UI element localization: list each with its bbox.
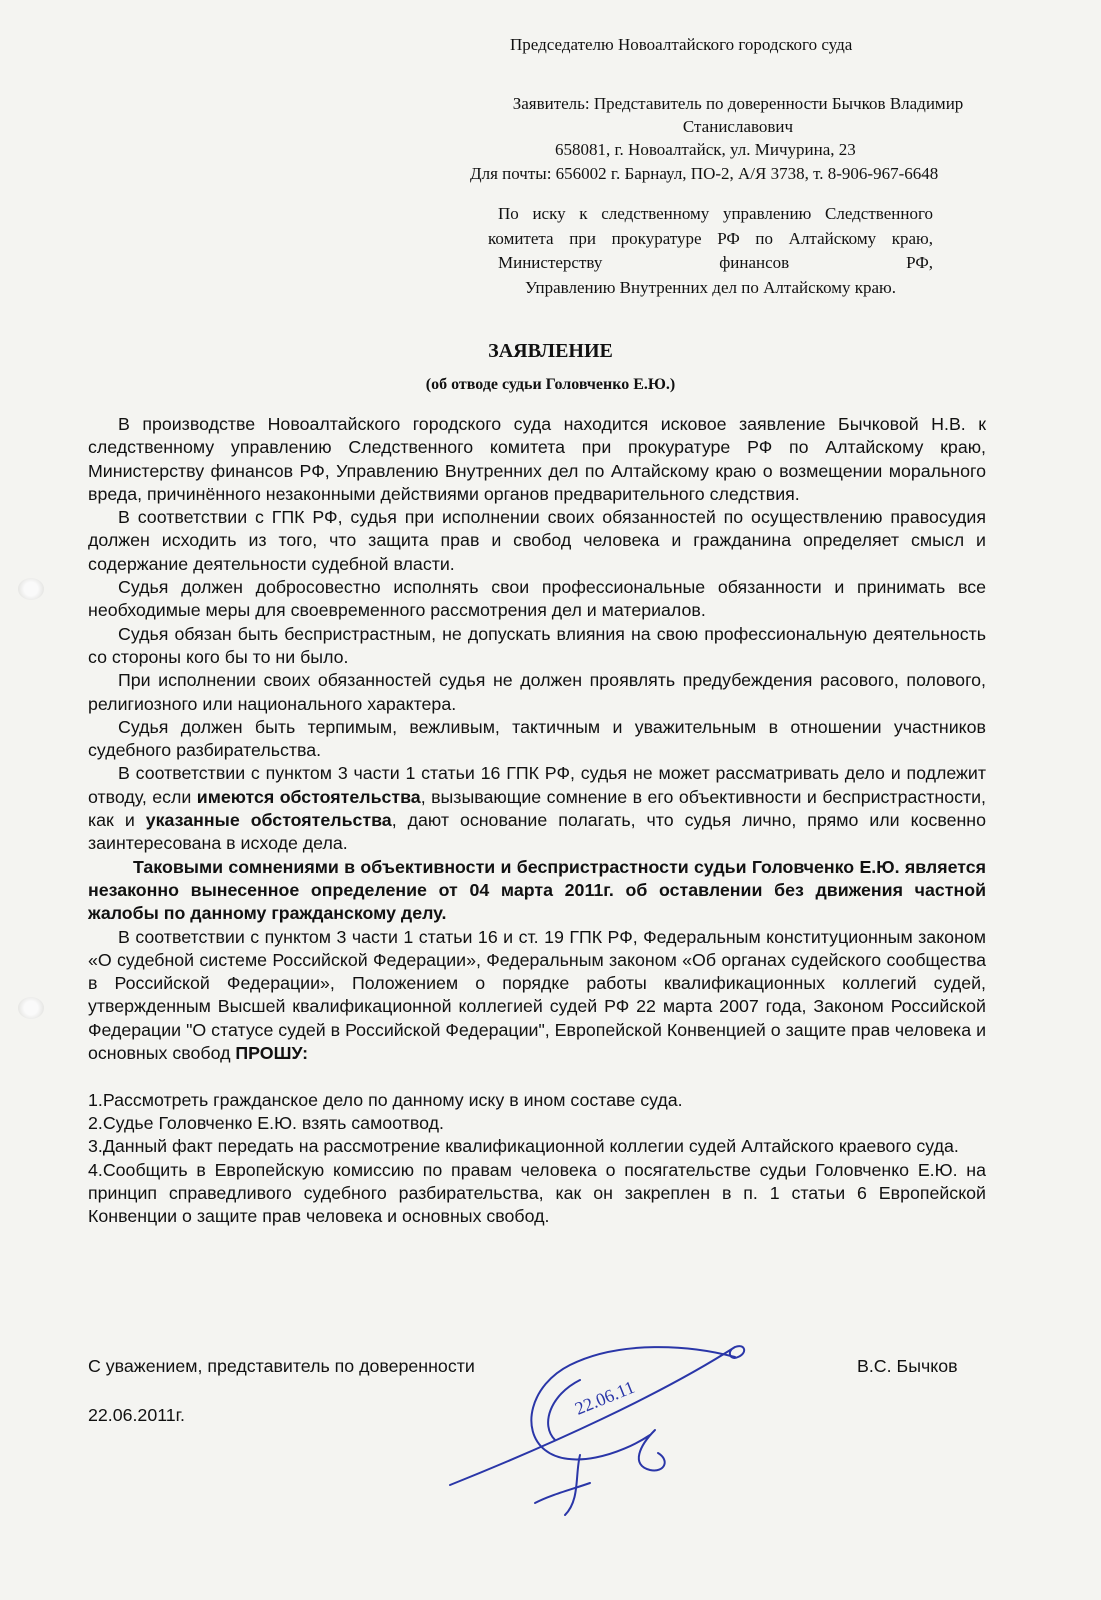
text-run: В соответствии с пунктом 3 части 1 статьи 16 и ст. 19 ГПК РФ, Федеральным конституционным законом «О судебной системе Российской Федерации», Федеральным законом «Об органах судейского сообщества в Российской Федерации», Положением о порядке работы квалификационных коллегий судей, утвержденным Высшей квалификационной коллегией судей РФ 22 марта 2007 года, Законом Российской Федерации "О статусе судей в Российской Федерации", Европейской Конвенцией о защите прав человека и основных свобод	[88, 926, 986, 1064]
signer-name: В.С. Бычков	[857, 1356, 958, 1376]
closing: С уважением, представитель по доверенности	[88, 1356, 475, 1376]
bold-text-run: Таковыми сомнениями в объективности и беспристрастности судьи Головченко Е.Ю. является незаконно вынесенное определение от 04 марта 2011г. об оставлении без движения частной жалобы по данному гражданскому делу.	[88, 856, 986, 924]
list-item: 3.Данный факт передать на рассмотрение квалификационной коллегии судей Алтайского краевого суда.	[88, 1136, 959, 1157]
text-run: , вызывающие сомнение в его объективности и беспристрастности, как и	[88, 786, 986, 831]
bold-text-run: указанные обстоятельства	[145, 810, 392, 831]
paragraph	[88, 762, 986, 855]
paragraph: Судья должен быть терпимым, вежливым, тактичным и уважительным в отношении участников судебного разбирательства.	[88, 716, 986, 761]
document-title: ЗАЯВЛЕНИЕ	[488, 340, 613, 362]
paragraph: Судья обязан быть беспристрастным, не допускать влияния на свою профессиональную деятельность со стороны кого бы то ни было.	[88, 623, 986, 667]
suit-defendants	[488, 202, 933, 300]
paragraph: В соответствии с ГПК РФ, судья при исполнении своих обязанностей по осуществлению правосудия должен исходить из того, что защита прав и свобод человека и гражданина определяет смысл и содержание деятельности судебной власти.	[88, 507, 986, 574]
punch-hole	[18, 997, 44, 1019]
request-list	[88, 1089, 986, 1229]
text-run: В соответствии с пунктом 3 части 1 статьи 16 ГПК РФ, судья не может рассматривать дело и подлежит отводу, если	[88, 763, 986, 807]
applicant: Заявитель: Представитель по доверенности Бычков Владимир Станиславович	[512, 94, 964, 136]
bold-text-run: имеются обстоятельства	[196, 786, 421, 807]
applicant-address: 658081, г. Новоалтайск, ул. Мичурина, 23	[555, 140, 856, 159]
suit-line: Управлению Внутренних дел по Алтайскому краю.	[524, 277, 897, 297]
document-body	[88, 413, 986, 1228]
suit-line: комитета при прокуратуре РФ по Алтайскому краю,	[488, 228, 933, 248]
suit-line: По иску к следственному управлению Следственного	[498, 204, 933, 223]
handwritten-signature	[430, 1335, 770, 1535]
list-item: 4.Сообщить в Европейскую комиссию по правам человека о посягательстве судьи Головченко Е.Ю. на принцип справедливого судебного разбирательства, как он закреплен в п. 1 статьи 6 Европейской Конвенции о защите прав человека и основных свобод.	[88, 1159, 986, 1227]
document-date: 22.06.2011г.	[88, 1405, 185, 1425]
list-item: 1.Рассмотреть гражданское дело по данному иску в ином составе суда.	[88, 1089, 683, 1110]
paragraph: При исполнении своих обязанностей судья не должен проявлять предубеждения расового, полового, религиозного или национального характера.	[88, 670, 986, 714]
punch-hole	[18, 578, 44, 600]
paragraph	[88, 926, 986, 1066]
paragraph-bold	[88, 856, 986, 926]
text-run: , дают основание полагать, что судья лично, прямо или косвенно заинтересована в исходе дела.	[88, 810, 986, 854]
signature-date: 22.06.11	[572, 1376, 638, 1419]
postal-address: Для почты: 656002 г. Барнаул, ПО-2, А/Я 3738, т. 8-906-967-6648	[470, 164, 939, 183]
list-item: 2.Судье Головченко Е.Ю. взять самоотвод.	[88, 1112, 444, 1133]
document-subtitle: (об отводе судьи Головченко Е.Ю.)	[425, 376, 676, 393]
paragraph: Судья должен добросовестно исполнять свои профессиональные обязанности и принимать все необходимые меры для своевременного рассмотрения дел и материалов.	[88, 577, 986, 621]
addressee: Председателю Новоалтайского городского суда	[510, 35, 853, 54]
request-keyword: ПРОШУ:	[235, 1043, 309, 1064]
paragraph: В производстве Новоалтайского городского суда находится исковое заявление Бычковой Н.В. к следственному управлению Следственного комитета при прокуратуре РФ по Алтайскому краю, Министерству финансов РФ, Управлению Внутренних дел по Алтайскому краю о возмещении морального вреда, причинённого незаконными действиями органов предварительного следствия.	[88, 414, 986, 504]
suit-line: Министерству финансов РФ,	[498, 253, 933, 272]
